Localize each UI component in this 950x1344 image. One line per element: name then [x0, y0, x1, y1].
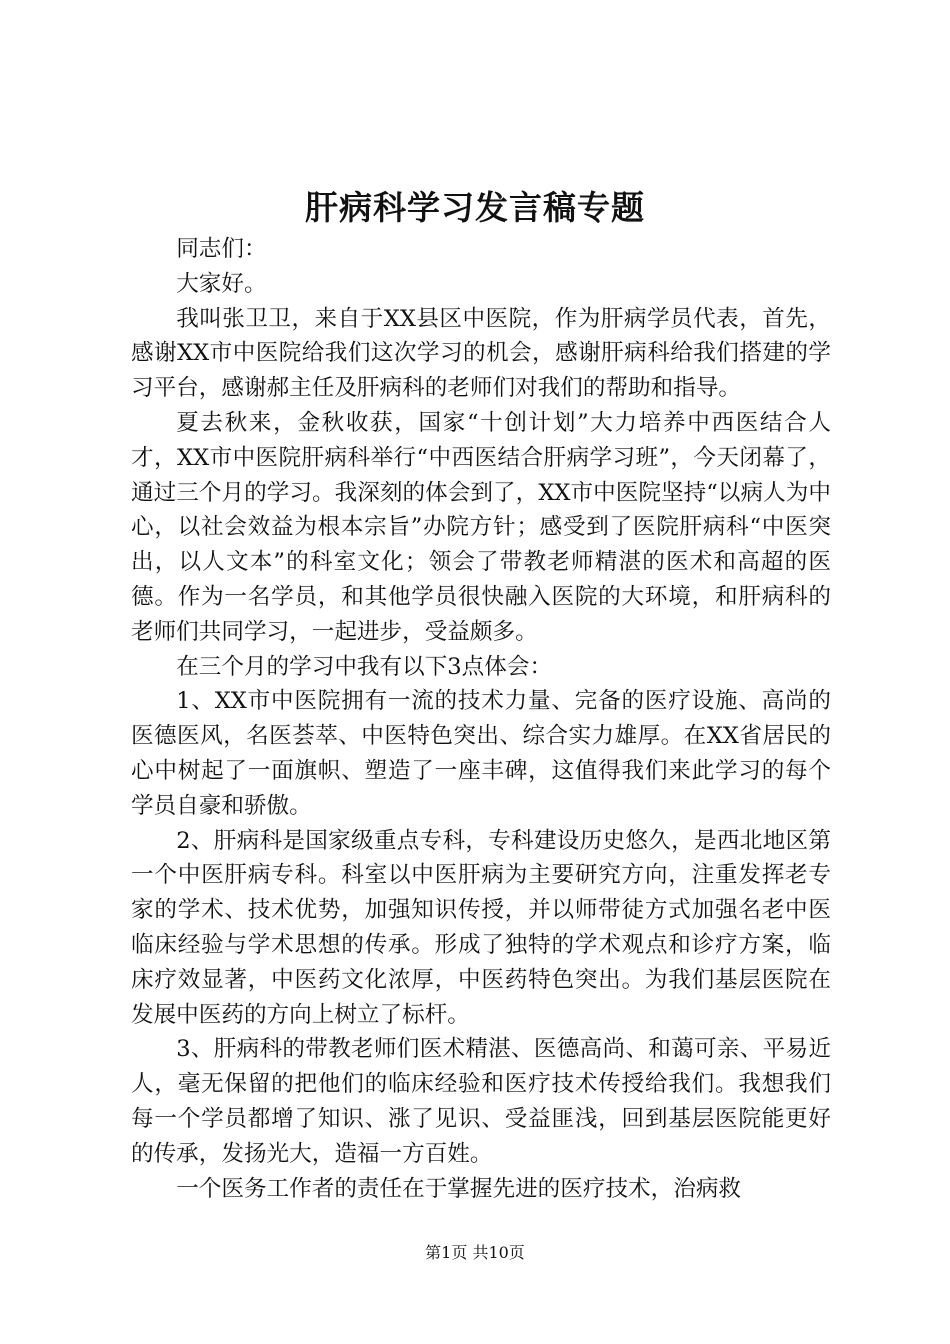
paragraph-point-1: 1、XX市中医院拥有一流的技术力量、完备的医疗设施、高尚的医德医风，名医荟萃、中医特色突出、综合实力雄厚。在XX省居民的心中树起了一面旗帜、塑造了一座丰碑，这值得我们来此学习的每个学员自豪和骄傲。 — [131, 688, 831, 819]
paragraph-point-2: 2、肝病科是国家级重点专科，专科建设历史悠久，是西北地区第一个中医肝病专科。科室以中医肝病为主要研究方向，注重发挥老专家的学术、技术优势，加强知识传授，并以师带徒方式加强名老中医临床经验与学术思想的传承。形成了独特的学术观点和诊疗方案，临床疗效显著，中医药文化浓厚，中医药特色突出。为我们基层医院在发展中医药的方向上树立了标杆。 — [131, 827, 831, 1028]
document-body — [131, 232, 831, 1206]
salutation: 同志们： — [176, 236, 267, 262]
page-number-footer: 第1页 共10页 — [425, 1243, 525, 1262]
paragraph-point-3: 3、肝病科的带教老师们医术精湛、医德高尚、和蔼可亲、平易近人，毫无保留的把他们的临床经验和医疗技术传授给我们。我想我们每一个学员都增了知识、涨了见识、受益匪浅，回到基层医院能更好的传承，发扬光大，造福一方百姓。 — [131, 1036, 831, 1167]
paragraph-points-lead: 在三个月的学习中我有以下3点体会： — [176, 653, 553, 680]
paragraph-intro: 我叫张卫卫，来自于XX县区中医院，作为肝病学员代表，首先，感谢XX市中医院给我们这次学习的机会，感谢肝病科给我们搭建的学习平台，感谢郝主任及肝病科的老师们对我们的帮助和指导。 — [131, 305, 831, 402]
greeting: 大家好。 — [176, 270, 267, 297]
document-title: 肝病科学习发言稿专题 — [305, 188, 645, 227]
paragraph-summary: 夏去秋来，金秋收获，国家“十创计划”大力培养中西医结合人才，XX市中医院肝病科举行“中西医结合肝病学习班”，今天闭幕了，通过三个月的学习。我深刻的体会到了，XX市中医院坚持“以病人为中心，以社会效益为根本宗旨”办院方针；感受到了医院肝病科“中医突出，以人文本”的科室文化；领会了带教老师精湛的医术和高超的医德。作为一名学员，和其他学员很快融入医院的大环境，和肝病科的老师们共同学习，一起进步，受益颇多。 — [131, 409, 831, 645]
paragraph-closing: 一个医务工作者的责任在于掌握先进的医疗技术，治病救 — [176, 1175, 742, 1202]
